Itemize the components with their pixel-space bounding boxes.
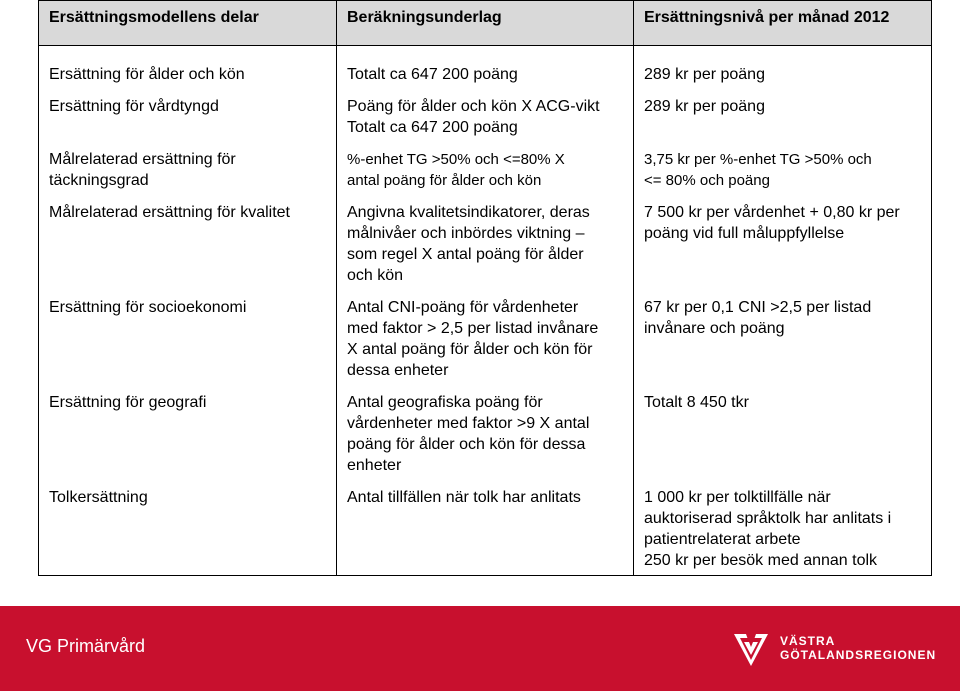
cell-text-line: antal poäng för ålder och kön bbox=[347, 172, 542, 189]
table-row bbox=[39, 46, 932, 92]
region-logo-icon bbox=[730, 628, 772, 670]
cell-part bbox=[39, 292, 337, 387]
cell-text-line: 1 000 kr per tolktillfälle när bbox=[644, 489, 831, 506]
cell-text-line: Totalt ca 647 200 poäng bbox=[347, 66, 518, 83]
cell-text-line: Totalt 8 450 tkr bbox=[644, 394, 749, 411]
vastra-gotalandsregionen-logo bbox=[730, 626, 937, 672]
cell-text-line: Angivna kvalitetsindikatorer, deras bbox=[347, 204, 590, 221]
cell-text-line: Ersättning för vårdtyngd bbox=[49, 98, 219, 115]
cell-text-line: 289 kr per poäng bbox=[644, 98, 765, 115]
cell-text-line: Ersättning för geografi bbox=[49, 394, 207, 411]
cell-part bbox=[39, 197, 337, 292]
cell-level bbox=[634, 292, 932, 387]
cell-text-line: Totalt ca 647 200 poäng bbox=[347, 119, 518, 136]
table-row bbox=[39, 387, 932, 482]
cell-text-line: X antal poäng för ålder och kön för bbox=[347, 341, 593, 358]
cell-text-line: och kön bbox=[347, 267, 404, 284]
cell-text-line: 289 kr per poäng bbox=[644, 66, 765, 83]
cell-text-line: vårdenheter med faktor >9 X antal bbox=[347, 415, 590, 432]
cell-basis bbox=[337, 144, 634, 197]
cell-basis bbox=[337, 292, 634, 387]
cell-text-line: med faktor > 2,5 per listad invånare bbox=[347, 320, 599, 337]
cell-level bbox=[634, 482, 932, 576]
cell-part bbox=[39, 46, 337, 92]
cell-text-line: täckningsgrad bbox=[49, 172, 149, 189]
cell-text-line: enheter bbox=[347, 457, 402, 474]
logo-line-1: VÄSTRA bbox=[780, 634, 836, 648]
cell-text-line: Antal tillfällen när tolk har anlitats bbox=[347, 489, 581, 506]
cell-basis bbox=[337, 197, 634, 292]
header-parts: Ersättningsmodellens delar bbox=[39, 1, 337, 46]
cell-text-line: auktoriserad språktolk har anlitats i bbox=[644, 510, 892, 527]
table-row bbox=[39, 197, 932, 292]
cell-level bbox=[634, 387, 932, 482]
header-basis: Beräkningsunderlag bbox=[337, 1, 634, 46]
cell-text-line: patientrelaterat arbete bbox=[644, 531, 801, 548]
logo-text bbox=[780, 634, 936, 662]
cell-text-line: Antal geografiska poäng för bbox=[347, 394, 543, 411]
cell-basis bbox=[337, 482, 634, 576]
cell-text-line: Antal CNI-poäng för vårdenheter bbox=[347, 299, 579, 316]
cell-text-line: 250 kr per besök med annan tolk bbox=[644, 552, 878, 569]
header-level: Ersättningsnivå per månad 2012 bbox=[634, 1, 932, 46]
cell-basis bbox=[337, 46, 634, 92]
cell-part bbox=[39, 144, 337, 197]
cell-part bbox=[39, 387, 337, 482]
table-row bbox=[39, 144, 932, 197]
cell-level bbox=[634, 46, 932, 92]
cell-text-line: poäng för ålder och kön för dessa bbox=[347, 436, 586, 453]
footer-bar bbox=[0, 606, 960, 691]
cell-text-line: som regel X antal poäng för ålder bbox=[347, 246, 584, 263]
cell-part bbox=[39, 91, 337, 144]
cell-text-line: 67 kr per 0,1 CNI >2,5 per listad bbox=[644, 299, 872, 316]
cell-text-line: poäng vid full måluppfyllelse bbox=[644, 225, 845, 242]
table-row bbox=[39, 482, 932, 576]
cell-text-line: Poäng för ålder och kön X ACG-vikt bbox=[347, 98, 600, 115]
cell-text-line: målnivåer och inbördes viktning – bbox=[347, 225, 585, 242]
cell-level bbox=[634, 197, 932, 292]
cell-part bbox=[39, 482, 337, 576]
cell-level bbox=[634, 144, 932, 197]
cell-text-line: 3,75 kr per %-enhet TG >50% och bbox=[644, 151, 872, 168]
cell-level bbox=[634, 91, 932, 144]
cell-basis bbox=[337, 91, 634, 144]
cell-text-line: dessa enheter bbox=[347, 362, 449, 379]
compensation-model-table bbox=[38, 0, 932, 576]
cell-text-line: Ersättning för ålder och kön bbox=[49, 66, 245, 83]
cell-text-line: Tolkersättning bbox=[49, 489, 148, 506]
table-row bbox=[39, 91, 932, 144]
cell-basis bbox=[337, 387, 634, 482]
cell-text-line: Ersättning för socioekonomi bbox=[49, 299, 247, 316]
cell-text-line: %-enhet TG >50% och <=80% X bbox=[347, 151, 565, 168]
cell-text-line: <= 80% och poäng bbox=[644, 172, 770, 189]
logo-line-2: GÖTALANDSREGIONEN bbox=[780, 648, 937, 662]
cell-text-line: 7 500 kr per vårdenhet + 0,80 kr per bbox=[644, 204, 900, 221]
cell-text-line: Målrelaterad ersättning för kvalitet bbox=[49, 204, 290, 221]
cell-text-line: invånare och poäng bbox=[644, 320, 785, 337]
cell-text-line: Målrelaterad ersättning för bbox=[49, 151, 236, 168]
table-header-row bbox=[39, 1, 932, 46]
footer-title: VG Primärvård bbox=[26, 636, 146, 656]
table-row bbox=[39, 292, 932, 387]
